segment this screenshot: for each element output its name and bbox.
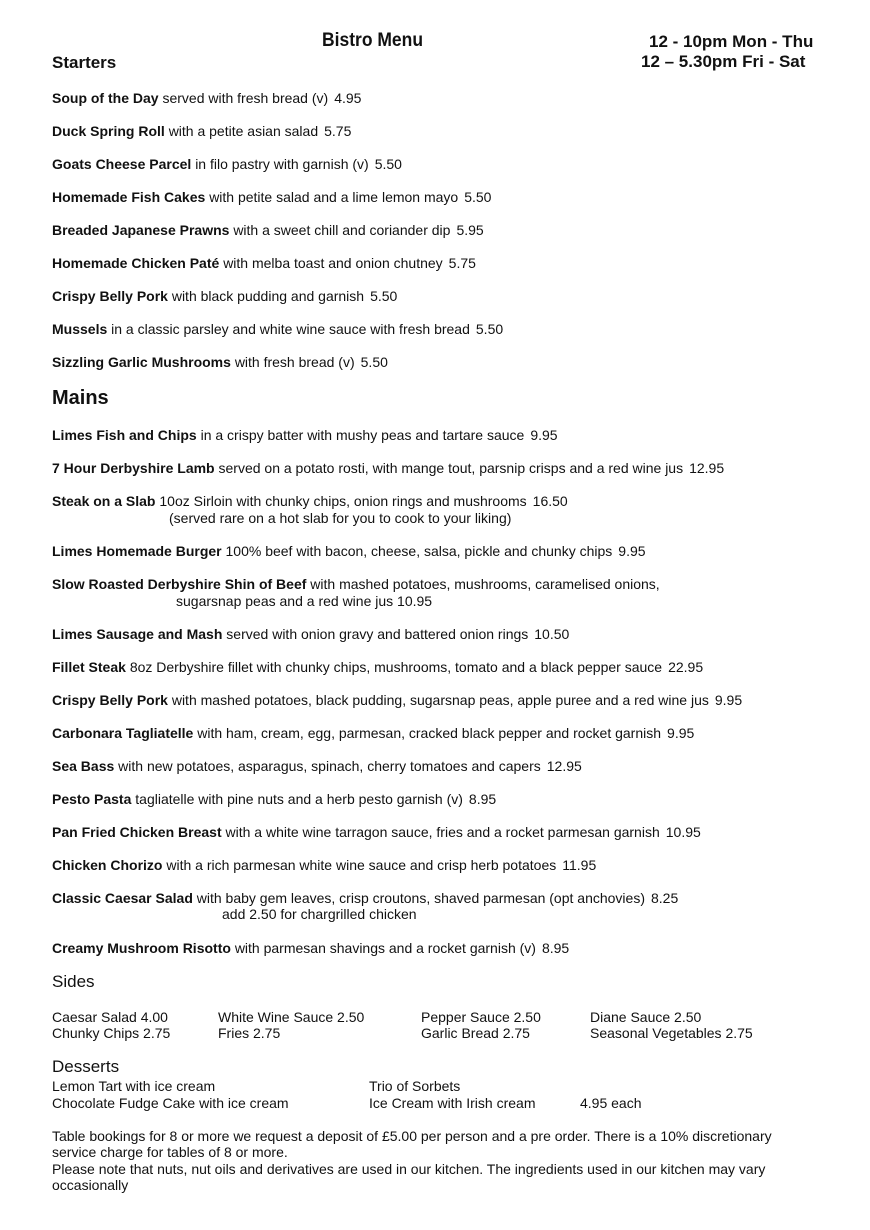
side-item: Diane Sauce 2.50 xyxy=(590,1009,702,1025)
item-description: tagliatelle with pine nuts and a herb pesto garnish (v) xyxy=(135,791,463,807)
dessert-item: Ice Cream with Irish cream xyxy=(369,1095,536,1111)
menu-item xyxy=(52,353,388,371)
menu-item xyxy=(52,221,484,239)
side-item: Garlic Bread 2.75 xyxy=(421,1025,530,1041)
menu-item xyxy=(52,254,476,272)
menu-item xyxy=(52,575,660,593)
item-name: Classic Caesar Salad xyxy=(52,890,193,906)
item-price: 9.95 xyxy=(667,725,695,741)
side-item: Seasonal Vegetables 2.75 xyxy=(590,1025,753,1041)
item-description: with new potatoes, asparagus, spinach, cherry tomatoes and capers xyxy=(118,758,541,774)
item-name: Steak on a Slab xyxy=(52,493,156,509)
menu-item xyxy=(52,155,402,173)
item-price: 8.95 xyxy=(468,791,497,807)
item-subnote: (served rare on a hot slab for you to cook to your liking) xyxy=(169,510,512,526)
side-item: Chunky Chips 2.75 xyxy=(52,1025,171,1041)
menu-item xyxy=(52,658,703,676)
item-description: 100% beef with bacon, cheese, salsa, pickle and chunky chips xyxy=(225,543,613,559)
item-description: in filo pastry with garnish (v) xyxy=(195,156,369,172)
item-price: 5.75 xyxy=(324,123,352,139)
item-price: 8.95 xyxy=(541,940,570,956)
dessert-item: Chocolate Fudge Cake with ice cream xyxy=(52,1095,289,1111)
side-item: Caesar Salad 4.00 xyxy=(52,1009,168,1025)
menu-item xyxy=(52,89,361,107)
menu-item xyxy=(52,459,724,477)
menu-item xyxy=(52,287,397,305)
item-price: 12.95 xyxy=(546,758,582,774)
menu-item xyxy=(52,492,568,510)
item-name: Limes Sausage and Mash xyxy=(52,626,223,642)
item-name: Sizzling Garlic Mushrooms xyxy=(52,354,231,370)
menu-item xyxy=(52,889,678,907)
item-description: with baby gem leaves, crisp croutons, shaved parmesan (opt anchovies) xyxy=(196,890,645,906)
item-name: Homemade Fish Cakes xyxy=(52,189,206,205)
item-description: with melba toast and onion chutney xyxy=(223,255,443,271)
item-subnote: add 2.50 for chargrilled chicken xyxy=(222,906,417,922)
item-name: Limes Homemade Burger xyxy=(52,543,222,559)
item-description: served with onion gravy and battered onion rings xyxy=(226,626,529,642)
sides-heading: Sides xyxy=(52,972,95,991)
item-price: 12.95 xyxy=(689,460,725,476)
item-price: 5.50 xyxy=(370,288,398,304)
item-name: Crispy Belly Pork xyxy=(52,692,168,708)
item-price: 22.95 xyxy=(668,659,704,675)
item-description: with a petite asian salad xyxy=(168,123,319,139)
item-price: 16.50 xyxy=(532,493,568,509)
menu-item xyxy=(52,823,701,841)
menu-item xyxy=(52,939,569,957)
menu-item xyxy=(52,625,569,643)
item-name: Carbonara Tagliatelle xyxy=(52,725,194,741)
item-subnote: sugarsnap peas and a red wine jus 10.95 xyxy=(176,593,433,609)
item-name: Creamy Mushroom Risotto xyxy=(52,940,231,956)
item-name: Goats Cheese Parcel xyxy=(52,156,192,172)
item-description: 8oz Derbyshire fillet with chunky chips, mushrooms, tomato and a black pepper sauce xyxy=(129,659,663,675)
item-description: 10oz Sirloin with chunky chips, onion rings and mushrooms xyxy=(159,493,527,509)
item-price: 9.95 xyxy=(714,692,743,708)
side-item: Fries 2.75 xyxy=(218,1025,281,1041)
starters-heading: Starters xyxy=(52,53,117,72)
menu-item xyxy=(52,320,503,338)
item-description: in a classic parsley and white wine sauce with fresh bread xyxy=(111,321,470,337)
item-name: 7 Hour Derbyshire Lamb xyxy=(52,460,215,476)
item-name: Fillet Steak xyxy=(52,659,126,675)
item-price: 5.95 xyxy=(456,222,484,238)
item-name: Pan Fried Chicken Breast xyxy=(52,824,222,840)
menu-item xyxy=(52,724,694,742)
item-name: Chicken Chorizo xyxy=(52,857,163,873)
item-price: 8.25 xyxy=(651,890,679,906)
item-price: 10.50 xyxy=(534,626,570,642)
item-price: 11.95 xyxy=(562,857,597,873)
item-price: 5.50 xyxy=(464,189,492,205)
item-description: with parmesan shavings and a rocket garnish (v) xyxy=(234,940,536,956)
item-description: served on a potato rosti, with mange tout, parsnip crisps and a red wine jus xyxy=(218,460,684,476)
menu-item xyxy=(52,790,496,808)
mains-heading: Mains xyxy=(52,387,109,409)
item-name: Breaded Japanese Prawns xyxy=(52,222,230,238)
menu-item xyxy=(52,122,351,140)
dessert-item: Trio of Sorbets xyxy=(369,1078,461,1094)
dessert-item: Lemon Tart with ice cream xyxy=(52,1078,216,1094)
item-description: with fresh bread (v) xyxy=(234,354,355,370)
menu-item xyxy=(52,188,491,206)
menu-item xyxy=(52,856,596,874)
item-name: Sea Bass xyxy=(52,758,115,774)
item-description: in a crispy batter with mushy peas and tartare sauce xyxy=(200,427,525,443)
menu-item xyxy=(52,691,742,709)
menu-title: Bistro Menu xyxy=(322,30,423,51)
item-price: 5.50 xyxy=(360,354,388,370)
booking-note: Table bookings for 8 or more we request a deposit of £5.00 per person and a pre order. There is a 10% discretionary service charge for tables of 8 or more. xyxy=(52,1128,772,1160)
item-name: Homemade Chicken Paté xyxy=(52,255,220,271)
item-description: with mashed potatoes, mushrooms, caramelised onions, xyxy=(310,576,660,592)
item-name: Crispy Belly Pork xyxy=(52,288,168,304)
item-price: 9.95 xyxy=(618,543,646,559)
menu-item xyxy=(52,426,558,444)
item-description: with petite salad and a lime lemon mayo xyxy=(209,189,459,205)
item-name: Duck Spring Roll xyxy=(52,123,165,139)
desserts-heading: Desserts xyxy=(52,1057,120,1076)
item-description: served with fresh bread (v) xyxy=(162,90,329,106)
item-description: with mashed potatoes, black pudding, sugarsnap peas, apple puree and a red wine jus xyxy=(171,692,709,708)
side-item: Pepper Sauce 2.50 xyxy=(421,1009,541,1025)
item-price: 9.95 xyxy=(530,427,558,443)
menu-item xyxy=(52,757,582,775)
item-price: 5.75 xyxy=(448,255,476,271)
item-description: with a rich parmesan white wine sauce and crisp herb potatoes xyxy=(166,857,557,873)
opening-hours-weekend: 12 – 5.30pm Fri - Sat xyxy=(641,52,806,71)
item-description: with a sweet chill and coriander dip xyxy=(233,222,451,238)
item-price: 4.95 xyxy=(334,90,362,106)
opening-hours-weekday: 12 - 10pm Mon - Thu xyxy=(649,32,814,51)
item-description: with ham, cream, egg, parmesan, cracked black pepper and rocket garnish xyxy=(197,725,662,741)
item-price: 5.50 xyxy=(475,321,504,337)
item-name: Soup of the Day xyxy=(52,90,159,106)
item-price: 5.50 xyxy=(374,156,402,172)
item-name: Limes Fish and Chips xyxy=(52,427,197,443)
item-name: Slow Roasted Derbyshire Shin of Beef xyxy=(52,576,307,592)
allergen-note: Please note that nuts, nut oils and derivatives are used in our kitchen. The ingredients used in our kitchen may vary occasionally xyxy=(52,1161,766,1193)
item-name: Pesto Pasta xyxy=(52,791,132,807)
menu-item xyxy=(52,542,646,560)
side-item: White Wine Sauce 2.50 xyxy=(218,1009,365,1025)
item-name: Mussels xyxy=(52,321,108,337)
dessert-price: 4.95 each xyxy=(580,1095,642,1111)
item-description: with black pudding and garnish xyxy=(171,288,365,304)
item-price: 10.95 xyxy=(665,824,701,840)
item-description: with a white wine tarragon sauce, fries and a rocket parmesan garnish xyxy=(225,824,660,840)
